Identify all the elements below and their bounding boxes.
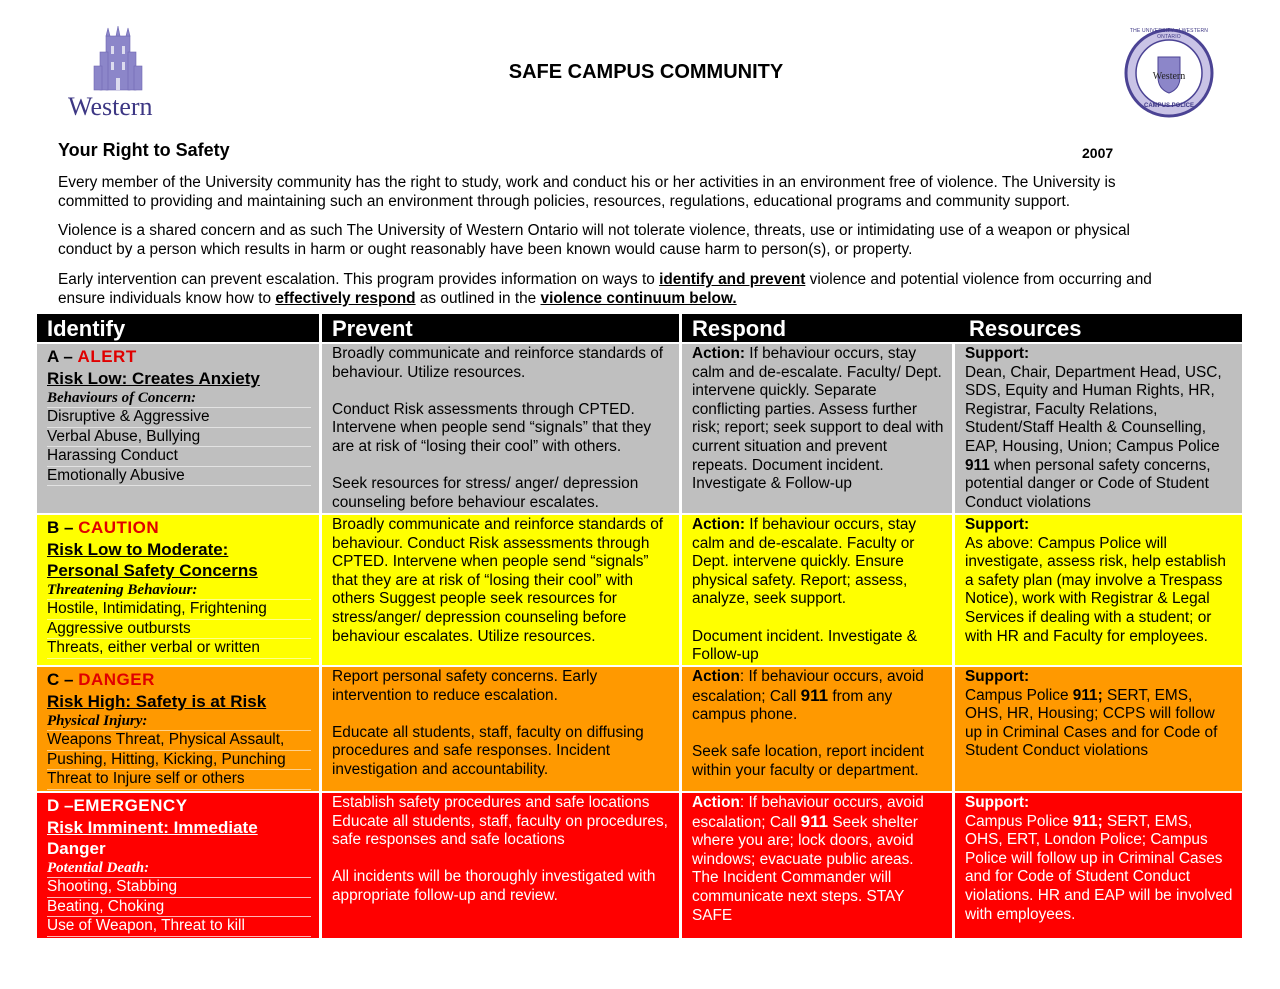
- risk-level: Risk Low to Moderate:: [47, 540, 229, 559]
- column-header-prevent: Prevent: [322, 314, 679, 342]
- behaviour-category: Potential Death:: [47, 859, 311, 878]
- emergency-number: 911;: [1072, 686, 1103, 704]
- level-tag-alert: ALERT: [77, 347, 137, 366]
- level-prefix: C –: [47, 670, 79, 689]
- emergency-number: 911: [800, 811, 829, 831]
- level-label: [47, 516, 311, 539]
- behaviour-item: Pushing, Hitting, Kicking, Punching: [47, 751, 311, 771]
- row-d-identify: [37, 793, 319, 938]
- level-prefix: D –: [47, 796, 74, 815]
- intro-paragraph-2: Violence is a shared concern and as such The University of Western Ontario will not tolerate violence, threats, use or intimidating use of a weapon or physical conduct by a person which results in harm or ought reasonably have been known would cause harm to person(s), or property.: [58, 222, 1130, 258]
- risk-level: Personal Safety Concerns: [47, 561, 258, 580]
- row-c-prevent: [322, 667, 679, 791]
- row-a-prevent: [322, 344, 679, 513]
- risk-level: Danger: [47, 839, 106, 858]
- risk-level: Risk Imminent: Immediate: [47, 818, 258, 837]
- seal-bottom-text: CAMPUS POLICE: [1143, 103, 1194, 109]
- row-a-resources: [955, 344, 1242, 513]
- intro-paragraph-1: Every member of the University community has the right to study, work and conduct his or her activities in an environment free of violence. The University is committed to providing and maintaining such an environment through policies, resources, regulations, educational programs and community support.: [58, 174, 1116, 210]
- respond-text: If behaviour occurs, stay calm and de-escalate. Faculty or Dept. intervene quickly. Ensure physical safety. Report; assess, analyze, seek support.: [692, 516, 917, 608]
- support-label: Support:: [965, 794, 1030, 811]
- column-header-identify: Identify: [37, 314, 319, 342]
- row-a-identify: [37, 344, 319, 513]
- resources-text: Dean, Chair, Department Head, USC, SDS, Equity and Human Rights, HR, Registrar, Faculty Relations, Student/Staff Health & Counselling, EAP, Housing, Union; Campus Police: [965, 363, 1222, 455]
- level-label: [47, 794, 311, 817]
- seal-ring-text: THE UNIVERSITY of WESTERN ONTARIO: [1129, 28, 1209, 40]
- support-label: Support:: [965, 516, 1030, 533]
- prevent-text: All incidents will be thoroughly investigated with appropriate follow-up and review.: [332, 868, 656, 904]
- intro-p3-text: as outlined in the: [415, 290, 541, 307]
- risk-level: Risk Low: Creates Anxiety: [47, 369, 260, 388]
- level-tag-emergency: EMERGENCY: [73, 796, 188, 815]
- intro-paragraph-3: [58, 270, 1178, 308]
- behaviour-item: Beating, Choking: [47, 898, 311, 918]
- level-prefix: A –: [47, 347, 78, 366]
- behaviour-item: Shooting, Stabbing: [47, 878, 311, 898]
- behaviour-item: Threat to Injure self or others: [47, 770, 311, 790]
- logo-wordmark: Western: [68, 92, 153, 121]
- respond-text: : If behaviour occurs, avoid escalation; Call: [692, 794, 924, 831]
- row-c-resources: [955, 667, 1242, 791]
- behaviour-item: Harassing Conduct: [47, 447, 311, 467]
- emergency-number: 911: [800, 685, 829, 705]
- behaviour-category: Physical Injury:: [47, 712, 311, 731]
- prevent-text: Establish safety procedures and safe locations Educate all students, staff, faculty on procedures, safe responses and safe locations: [332, 794, 668, 849]
- resources-text: when personal safety concerns, potential danger or Code of Student Conduct violations: [965, 456, 1211, 511]
- level-label: [47, 668, 311, 691]
- column-header-respond: [682, 314, 1242, 342]
- column-header-resources: Resources: [969, 316, 1082, 341]
- behaviour-item: Emotionally Abusive: [47, 467, 311, 487]
- emphasis-effectively-respond: effectively respond: [275, 290, 416, 307]
- row-c-respond: [682, 667, 952, 791]
- emergency-number: 911: [965, 456, 990, 474]
- risk-level: Risk High: Safety is at Risk: [47, 692, 267, 711]
- emergency-number: 911;: [1072, 812, 1103, 830]
- action-label: Action: [692, 668, 740, 685]
- respond-text: Document incident. Investigate & Follow-up: [692, 627, 917, 664]
- row-b-identify: [37, 515, 319, 665]
- behaviour-item: Disruptive & Aggressive: [47, 408, 311, 428]
- column-header-respond-label: Respond: [692, 316, 787, 341]
- resources-text: Campus Police: [965, 686, 1073, 704]
- row-d-respond: [682, 793, 952, 938]
- resources-text: As above: Campus Police will investigate, assess risk, help establish a safety plan (may involve a Trespass Notice), work with Registrar & Legal Services if dealing with a student; or with HR and Faculty for employees.: [965, 534, 1226, 645]
- support-label: Support:: [965, 345, 1030, 362]
- row-d-prevent: [322, 793, 679, 938]
- action-label: Action:: [692, 516, 746, 533]
- resources-text: SERT, EMS, OHS, ERT, London Police; Campus Police will follow up in Criminal Cases and for Code of Student Conduct violations. HR and EAP will be involved with employees.: [965, 812, 1233, 923]
- section-subtitle: Your Right to Safety: [58, 140, 230, 160]
- respond-text: Seek safe location, report incident within your faculty or department.: [692, 743, 924, 779]
- intro-p3-text: Early intervention can prevent escalation. This program provides information on ways to: [58, 271, 660, 288]
- prevent-text: Seek resources for stress/ anger/ depression counseling before behaviour escalates.: [332, 475, 639, 511]
- row-b-prevent: [322, 515, 679, 665]
- level-tag-caution: CAUTION: [78, 518, 160, 537]
- row-d-resources: [955, 793, 1242, 938]
- prevent-text: Conduct Risk assessments through CPTED. Intervene when people send “signals” that they are at risk of “losing their cool” with others.: [332, 400, 652, 455]
- behaviour-item: Hostile, Intimidating, Frightening: [47, 600, 311, 620]
- prevent-text: Educate all students, staff, faculty on diffusing procedures and safe responses. Incident investigation and accountability.: [332, 723, 644, 778]
- respond-text: If behaviour occurs, stay calm and de-escalate. Faculty/ Dept. intervene quickly. Separate conflicting parties. Assess further risk; report; seek support to deal with current situation and prevent repeats. Document incident. Investigate & Follow-up: [692, 345, 944, 493]
- resources-text: Campus Police: [965, 812, 1073, 830]
- prevent-text: Report personal safety concerns. Early intervention to reduce escalation.: [332, 668, 598, 704]
- behaviour-item: Threats, either verbal or written: [47, 639, 311, 659]
- page-title: SAFE CAMPUS COMMUNITY: [508, 61, 784, 83]
- respond-text: : If behaviour occurs, avoid escalation; Call: [692, 668, 924, 705]
- row-b-respond: [682, 515, 952, 665]
- behaviour-category: Threatening Behaviour:: [47, 581, 311, 600]
- row-c-identify: [37, 667, 319, 791]
- respond-text: Seek shelter where you are; lock doors, avoid windows; evacuate public areas. The Incident Commander will communicate next steps. STAY SAFE: [692, 813, 918, 924]
- resources-text: SERT, EMS, OHS, HR, Housing; CCPS will follow up in Criminal Cases and for Code of Student Conduct violations: [965, 686, 1218, 760]
- seal-center-text: Western: [1152, 71, 1186, 82]
- action-label: Action: [692, 794, 740, 811]
- behaviour-item: Use of Weapon, Threat to kill: [47, 917, 311, 937]
- support-label: Support:: [965, 668, 1030, 685]
- emphasis-violence-continuum: violence continuum below.: [540, 290, 737, 307]
- level-label: [47, 345, 311, 368]
- level-tag-danger: DANGER: [78, 670, 155, 689]
- document-year: 2007: [1082, 145, 1114, 161]
- behaviour-item: Verbal Abuse, Bullying: [47, 428, 311, 448]
- row-a-respond: [682, 344, 952, 513]
- prevent-text: Broadly communicate and reinforce standards of behaviour. Utilize resources.: [332, 345, 664, 381]
- behaviour-category: Behaviours of Concern:: [47, 389, 311, 408]
- action-label: Action:: [692, 345, 746, 362]
- respond-text: from any campus phone.: [692, 687, 893, 724]
- level-prefix: B –: [47, 518, 79, 537]
- intro-p3-text: violence and potential violence from occurring and ensure individuals know how to: [58, 271, 1152, 307]
- behaviour-item: Aggressive outbursts: [47, 620, 311, 640]
- emphasis-identify-prevent: identify and prevent: [659, 271, 806, 288]
- behaviour-item: Weapons Threat, Physical Assault,: [47, 731, 311, 751]
- violence-continuum-table: [37, 314, 1242, 938]
- row-b-resources: [955, 515, 1242, 665]
- prevent-text: Broadly communicate and reinforce standards of behaviour. Conduct Risk assessments through CPTED. Intervene when people send “signals” that they are at risk of “losing their cool” with others Suggest people seek resources for stress/anger/ depression counseling before behaviour escalates. Utilize resources.: [332, 516, 664, 645]
